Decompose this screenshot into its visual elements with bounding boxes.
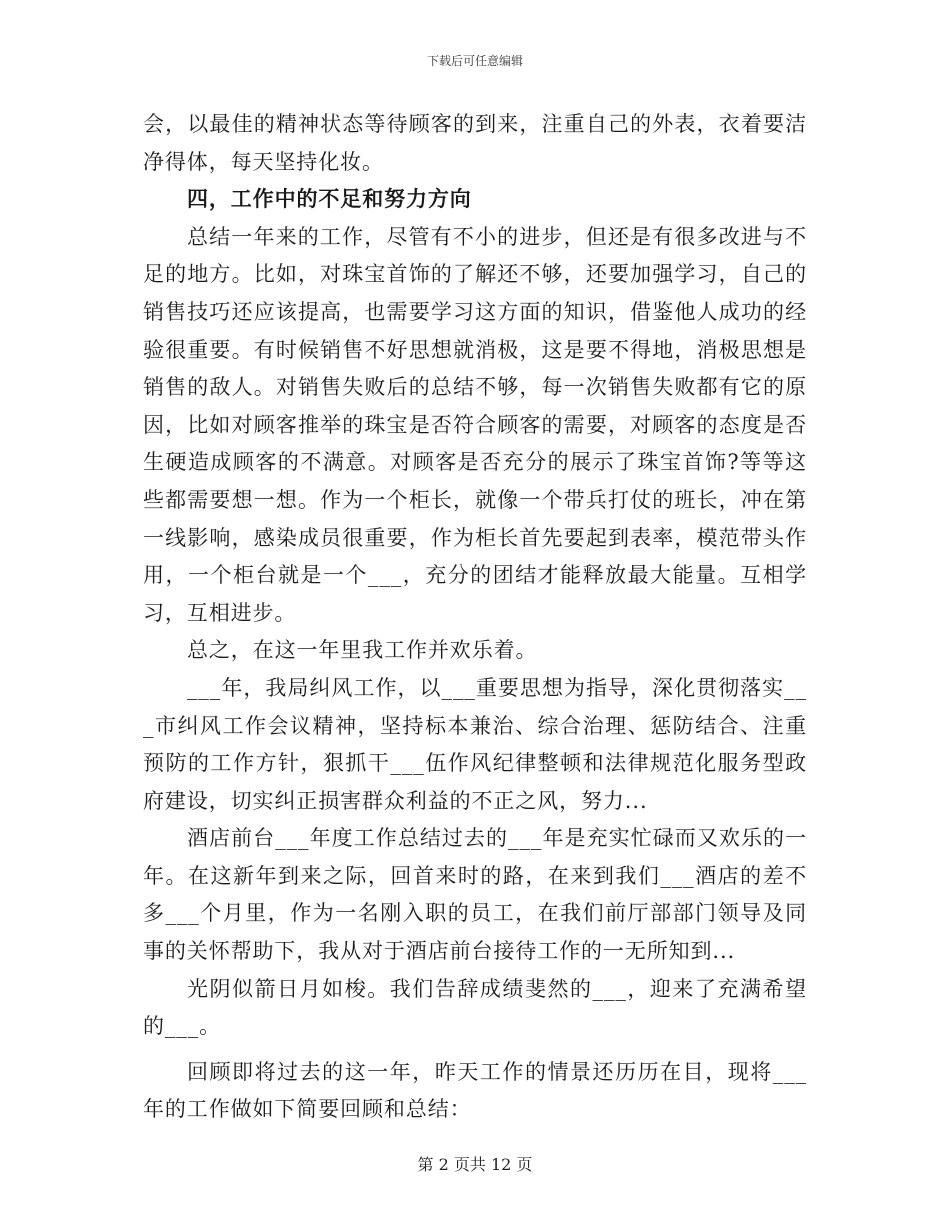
paragraph-summary: 总之，在这一年里我工作并欢乐着。 bbox=[187, 638, 538, 663]
paragraph-time-flies: 光阴似箭日月如梭。我们告辞成绩斐然的___，迎来了充满希望的___。 bbox=[143, 976, 807, 1039]
paragraph-review: 回顾即将过去的这一年，昨天工作的情景还历历在目，现将___年的工作做如下简要回顾和总结： bbox=[143, 1059, 807, 1122]
document-body bbox=[143, 106, 807, 1129]
paragraph-continuation: 会，以最佳的精神状态等待顾客的到来，注重自己的外表，衣着要洁净得体，每天坚持化妆。 bbox=[143, 112, 807, 174]
paragraph-hotel-front-desk: 酒店前台___年度工作总结过去的___年是充实忙碌而又欢乐的一年。在这新年到来之际，回首来时的路，在来到我们___酒店的差不多___个月里，作为一名刚入职的员工，在我们前厅部部门领导及同事的关怀帮助下，我从对于酒店前台接待工作的一无所知到... bbox=[143, 826, 807, 964]
paragraph-shortcomings: 总结一年来的工作，尽管有不小的进步，但还是有很多改进与不足的地方。比如，对珠宝首饰的了解还不够，还要加强学习，自己的销售技巧还应该提高，也需要学习这方面的知识，借鉴他人成功的经验很重要。有时候销售不好思想就消极，这是要不得地，消极思想是销售的敌人。对销售失败后的总结不够，每一次销售失败都有它的原因，比如对顾客推举的珠宝是否符合顾客的需要，对顾客的态度是否生硬造成顾客的不满意。对顾客是否充分的展示了珠宝首饰?等等这些都需要想一想。作为一个柜长，就像一个带兵打仗的班长，冲在第一线影响，感染成员很重要，作为柜长首先要起到表率，模范带头作用，一个柜台就是一个___，充分的团结才能释放最大能量。互相学习，互相进步。 bbox=[143, 224, 807, 625]
section-heading: 四，工作中的不足和努力方向 bbox=[187, 187, 472, 212]
page-header: 下载后可任意编辑 bbox=[426, 54, 523, 68]
paragraph-discipline-work: ___年，我局纠风工作，以___重要思想为指导，深化贯彻落实___市纠风工作会议精神，坚持标本兼治、综合治理、惩防结合、注重预防的工作方针，狠抓干___伍作风纪律整顿和法律规范化服务型政府建设，切实纠正损害群众利益的不正之风，努力... bbox=[143, 675, 807, 813]
page-footer: 第 2 页共 12 页 bbox=[417, 1155, 533, 1174]
